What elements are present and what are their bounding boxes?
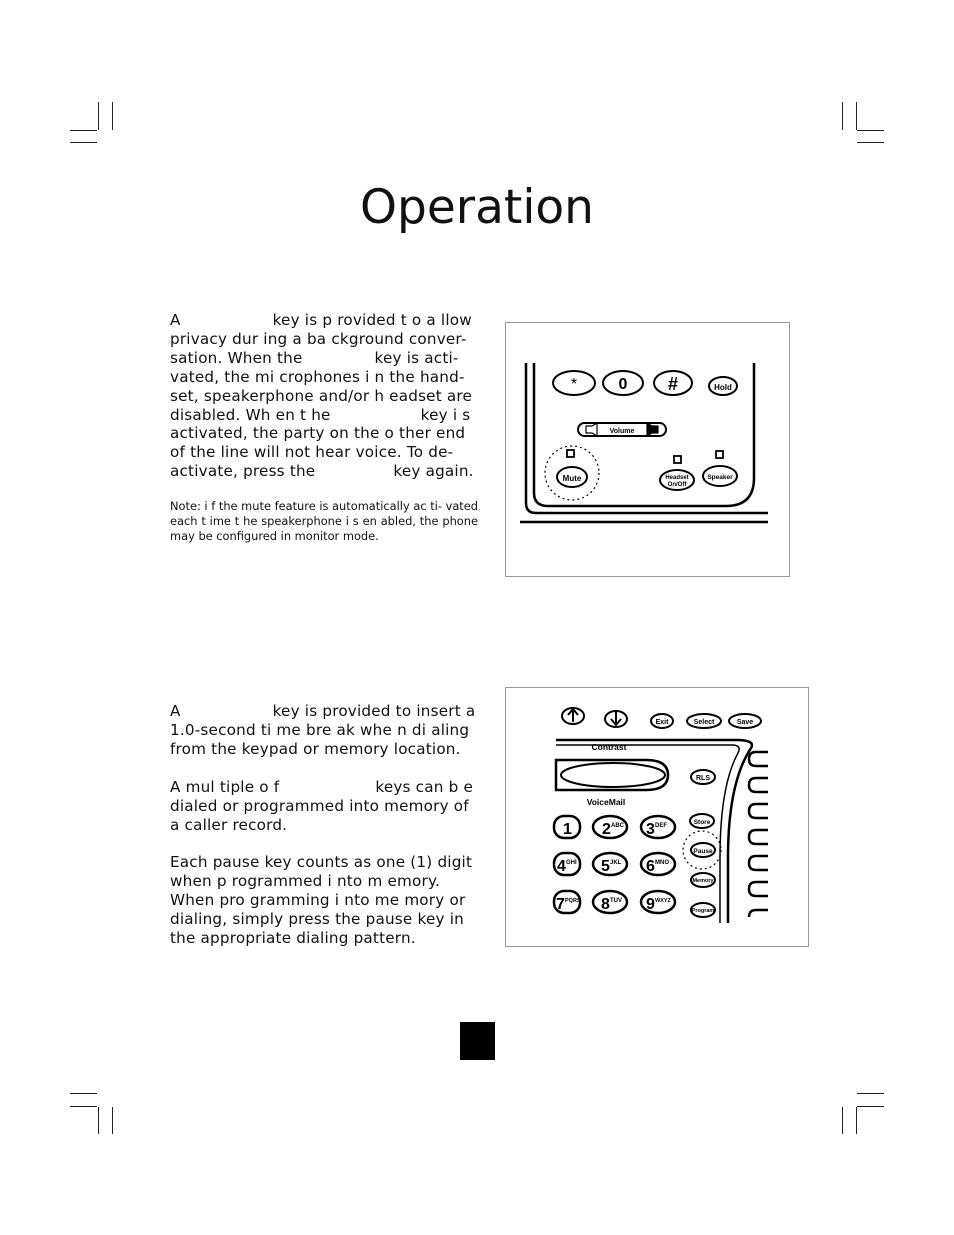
svg-text:MNO: MNO [655, 860, 669, 866]
line: A key is provided to insert a [170, 702, 476, 720]
line: vated, the mi crophones i n the hand- [170, 367, 465, 386]
svg-text:DEF: DEF [655, 823, 667, 829]
memory-key: Memory [692, 878, 714, 884]
line: activated, the party on the o ther end [170, 424, 466, 443]
select-key: Select [693, 719, 715, 726]
svg-text:On/Off: On/Off [667, 482, 687, 488]
phone-pause-illustration [506, 688, 808, 946]
line: dialed or programmed into memory of [170, 796, 469, 815]
save-key: Save [736, 719, 754, 726]
svg-text:JKL: JKL [610, 860, 622, 866]
side-line-keys [749, 752, 768, 917]
program-key: Program [691, 908, 715, 914]
line: 1.0-second ti me bre ak whe n di aling [170, 720, 470, 739]
key-4: 4 [557, 858, 566, 875]
hash-key: # [667, 374, 679, 394]
speaker-key: Speaker [707, 474, 733, 481]
keypad [554, 816, 675, 913]
key-2: 2 [602, 821, 611, 838]
line: sation. When the key is acti- [170, 348, 459, 367]
voicemail-label: VoiceMail [586, 797, 626, 807]
key-9: 9 [646, 896, 655, 913]
line: dialing, simply press the pause key in [170, 910, 464, 929]
zero-key: 0 [618, 376, 628, 393]
key-1: 1 [563, 821, 572, 838]
phone-mute-figure [505, 322, 790, 577]
rls-key: RLS [696, 775, 710, 782]
line: when p rogrammed i nto m emory. [170, 872, 440, 891]
line: A mul tiple o f keys can b e [170, 777, 474, 796]
line: the appropriate dialing pattern. [170, 929, 416, 948]
mute-note: Note: i f the mute feature is automatically ac ti- vated each t ime t he speakerphone i s en abled, the phone may be configured in monitor mode. [170, 499, 478, 543]
star-key: * [570, 376, 578, 393]
page-number-block [460, 1022, 495, 1060]
line: privacy dur ing a ba ckground conver- [170, 329, 467, 348]
line: set, speakerphone and/or h eadset are [170, 386, 473, 405]
line: Each pause key counts as one (1) digit [170, 853, 473, 872]
key-3: 3 [646, 821, 655, 838]
mute-key: Mute [562, 474, 582, 483]
headset-key: Headset [665, 475, 689, 481]
line: disabled. Wh en t he key i s [170, 405, 471, 424]
svg-text:TUV: TUV [610, 898, 622, 904]
line: When pro gramming i nto me mory or [170, 891, 466, 910]
phone-pause-figure [505, 687, 809, 947]
pause-key: Pause [693, 848, 713, 855]
key-5: 5 [601, 858, 610, 875]
svg-text:PQRS: PQRS [565, 898, 581, 904]
line: A key is p rovided t o a llow [170, 311, 472, 329]
line: activate, press the key again. [170, 462, 474, 481]
hold-key: Hold [714, 383, 732, 392]
phone-mute-illustration [506, 323, 789, 576]
contrast-label: Contrast [591, 742, 627, 752]
key-8: 8 [601, 896, 610, 913]
line: from the keypad or memory location. [170, 739, 461, 758]
page-title: Operation [360, 180, 594, 235]
svg-text:GHI: GHI [566, 860, 577, 866]
exit-key: Exit [655, 719, 669, 726]
store-key: Store [693, 819, 711, 826]
volume-key: Volume [609, 428, 635, 435]
pause-description [170, 702, 478, 948]
line: of the line will not hear voice. To de- [170, 443, 454, 462]
mute-description [170, 311, 478, 481]
svg-text:ABC: ABC [611, 823, 624, 829]
key-6: 6 [646, 858, 655, 875]
key-7: 7 [556, 896, 565, 913]
line: a caller record. [170, 815, 288, 834]
svg-text:WXYZ: WXYZ [655, 898, 671, 904]
